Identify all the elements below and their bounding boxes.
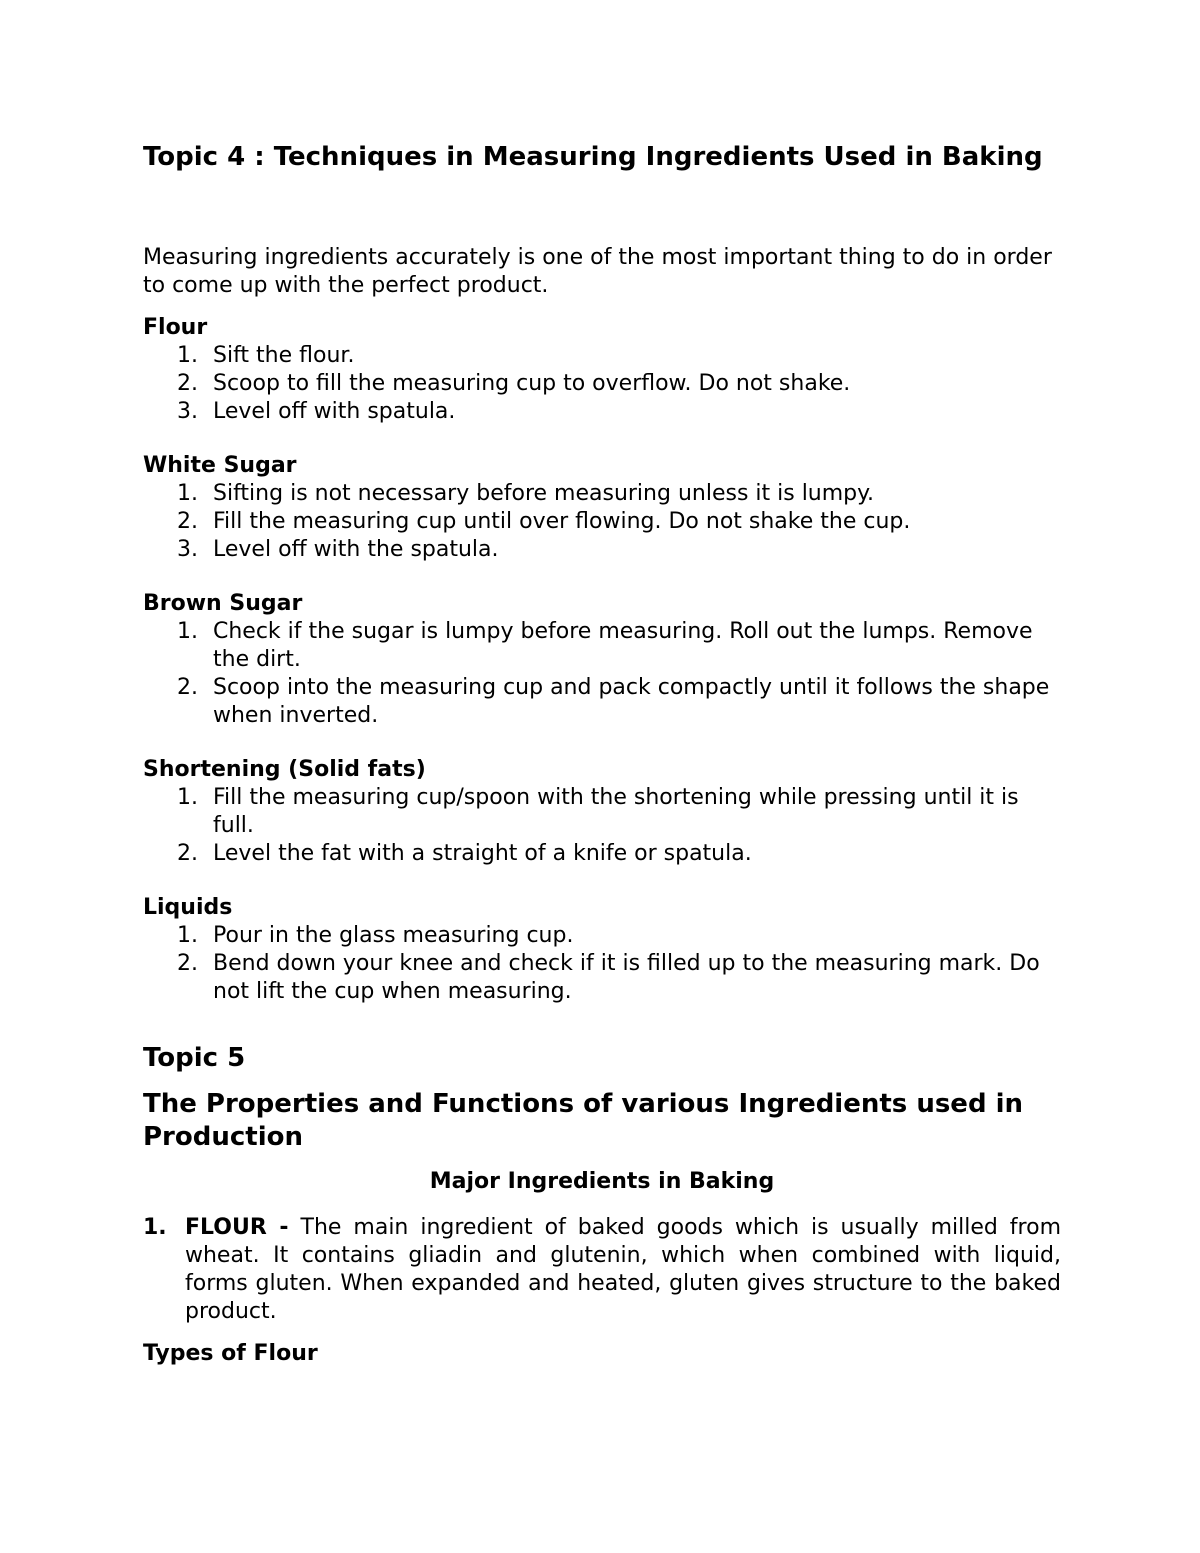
steps-list-shortening bbox=[143, 784, 1061, 868]
section-heading-liquids: Liquids bbox=[143, 895, 233, 920]
list-item bbox=[143, 618, 1061, 674]
list-text: Scoop to fill the measuring cup to overflow. Do not shake. bbox=[213, 371, 851, 396]
list-number: 1. bbox=[177, 619, 198, 644]
section-heading-brown-sugar: Brown Sugar bbox=[143, 591, 303, 616]
major-ingredients-heading: Major Ingredients in Baking bbox=[429, 1169, 775, 1194]
list-text: Level off with spatula. bbox=[213, 399, 456, 424]
major-item-text: The main ingredient of baked goods which is usually milled from wheat. It contains gliadin and glutenin, which when combined with liquid, forms gluten. When expanded and heated, gluten gives structure to the baked product. bbox=[185, 1215, 1062, 1324]
list-text: Fill the measuring cup/spoon with the shortening while pressing until it is full. bbox=[213, 785, 1019, 838]
document-page bbox=[143, 141, 1061, 1368]
list-number: 1. bbox=[177, 481, 198, 506]
topic5-title: Topic 5 bbox=[143, 1043, 246, 1073]
major-ingredient-item bbox=[143, 1214, 1061, 1326]
types-of-flour-heading: Types of Flour bbox=[143, 1341, 318, 1366]
list-number: 1. bbox=[177, 923, 198, 948]
list-item bbox=[143, 342, 1061, 370]
list-item bbox=[143, 950, 1061, 1006]
section-liquids bbox=[143, 894, 1061, 1006]
list-number: 2. bbox=[177, 509, 198, 534]
list-number: 3. bbox=[177, 399, 198, 424]
major-item-term: FLOUR - bbox=[185, 1215, 289, 1240]
list-text: Sifting is not necessary before measuring unless it is lumpy. bbox=[213, 481, 875, 506]
section-flour bbox=[143, 314, 1061, 426]
list-item bbox=[143, 784, 1061, 840]
list-item bbox=[143, 840, 1061, 868]
list-number: 1. bbox=[177, 343, 198, 368]
list-item bbox=[143, 674, 1061, 730]
section-brown-sugar bbox=[143, 590, 1061, 730]
list-text: Check if the sugar is lumpy before measuring. Roll out the lumps. Remove the dirt. bbox=[213, 619, 1033, 672]
list-number: 2. bbox=[177, 841, 198, 866]
list-text: Level the fat with a straight of a knife or spatula. bbox=[213, 841, 752, 866]
list-number: 1. bbox=[177, 785, 198, 810]
list-text: Scoop into the measuring cup and pack compactly until it follows the shape when inverted. bbox=[213, 675, 1050, 728]
section-white-sugar bbox=[143, 452, 1061, 564]
list-text: Pour in the glass measuring cup. bbox=[213, 923, 574, 948]
topic4-title: Topic 4 : Techniques in Measuring Ingredients Used in Baking bbox=[143, 142, 1043, 172]
list-number: 3. bbox=[177, 537, 198, 562]
steps-list-white-sugar bbox=[143, 480, 1061, 564]
topic5-subtitle: The Properties and Functions of various Ingredients used in Production bbox=[143, 1089, 1024, 1152]
steps-list-flour bbox=[143, 342, 1061, 426]
steps-list-liquids bbox=[143, 922, 1061, 1006]
section-heading-white-sugar: White Sugar bbox=[143, 453, 297, 478]
list-item bbox=[143, 508, 1061, 536]
list-text: Bend down your knee and check if it is filled up to the measuring mark. Do not lift the cup when measuring. bbox=[213, 951, 1040, 1004]
topic4-intro: Measuring ingredients accurately is one of the most important thing to do in order to come up with the perfect product. bbox=[143, 245, 1052, 298]
list-item bbox=[143, 922, 1061, 950]
list-text: Sift the flour. bbox=[213, 343, 355, 368]
section-heading-shortening: Shortening (Solid fats) bbox=[143, 757, 426, 782]
list-item bbox=[143, 370, 1061, 398]
major-item-number: 1. bbox=[143, 1215, 167, 1240]
list-number: 2. bbox=[177, 371, 198, 396]
steps-list-brown-sugar bbox=[143, 618, 1061, 730]
list-item bbox=[143, 536, 1061, 564]
list-number: 2. bbox=[177, 951, 198, 976]
list-text: Level off with the spatula. bbox=[213, 537, 499, 562]
list-item bbox=[143, 398, 1061, 426]
list-number: 2. bbox=[177, 675, 198, 700]
list-item bbox=[143, 480, 1061, 508]
section-shortening bbox=[143, 756, 1061, 868]
list-text: Fill the measuring cup until over flowing. Do not shake the cup. bbox=[213, 509, 911, 534]
section-heading-flour: Flour bbox=[143, 315, 208, 340]
